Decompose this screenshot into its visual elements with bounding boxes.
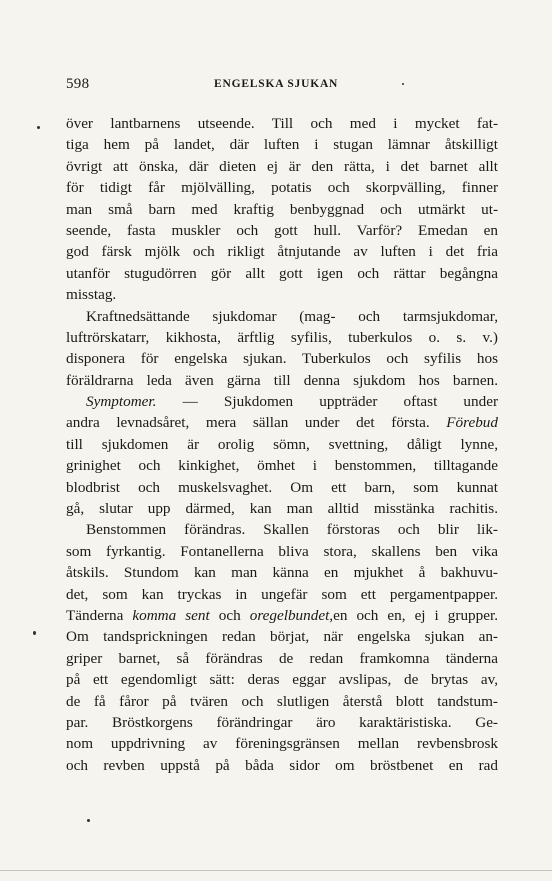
text-segment: en och en, ej i grupper.	[333, 606, 498, 624]
text-segment: det, som kan tryckas in ungefär som ett pergamentpapper.	[66, 585, 498, 603]
text-segment: andra levnadsåret, mera sällan under det första.	[66, 414, 447, 432]
italic-text: komma sent	[132, 606, 210, 624]
margin-speck	[402, 83, 404, 85]
text-line	[66, 134, 498, 155]
text-line	[66, 755, 498, 776]
page-edge	[0, 870, 552, 871]
italic-text: Symptomer.	[86, 393, 157, 411]
text-segment: Kraftnedsättande sjukdomar (mag- och tarmsjukdomar,	[86, 307, 498, 325]
body-text	[66, 113, 498, 776]
text-line	[66, 733, 498, 754]
margin-speck	[33, 631, 36, 635]
text-line	[66, 391, 498, 412]
text-line	[66, 220, 498, 241]
text-line	[66, 370, 498, 391]
text-line	[66, 477, 498, 498]
text-segment: tiga hem på landet, där luften i stugan lämnar åtskilligt	[66, 136, 498, 154]
text-segment: grinighet och kinkighet, ömhet i benstommen, tilltagande	[66, 457, 498, 475]
text-line	[66, 434, 498, 455]
text-line	[66, 584, 498, 605]
text-segment: nom uppdrivning av föreningsgränsen mellan revbensbrosk	[66, 735, 498, 753]
text-line	[66, 712, 498, 733]
text-line	[66, 605, 498, 626]
text-segment: griper barnet, så förändras de redan framkomna tänderna	[66, 649, 498, 667]
text-segment: seende, fasta muskler och gott hull. Varför? Emedan en	[66, 221, 498, 239]
text-segment: — Sjukdomen uppträder oftast under	[156, 393, 498, 411]
running-head	[66, 76, 498, 94]
text-line	[66, 626, 498, 647]
text-segment: de få fåror på tvären och slutligen återstå blott tandstum-	[66, 692, 498, 710]
text-segment: Om tandsprickningen redan börjat, när engelska sjukan an-	[66, 628, 498, 646]
text-segment: och revben uppstå på båda sidor om bröstbenet en rad	[66, 756, 498, 774]
text-segment: på ett egendomligt sätt: deras eggar avslipas, de brytas av,	[66, 671, 498, 689]
text-line	[66, 669, 498, 690]
text-segment: disponera för engelska sjukan. Tuberkulos och syfilis hos	[66, 350, 498, 368]
chapter-title: ENGELSKA SJUKAN	[214, 78, 339, 90]
text-line	[66, 241, 498, 262]
text-line	[66, 498, 498, 519]
text-line	[66, 156, 498, 177]
text-line	[66, 541, 498, 562]
margin-speck	[37, 126, 40, 129]
text-segment: föräldrarna leda även gärna till denna sjukdom hos barnen.	[66, 371, 498, 389]
text-segment: man små barn med kraftig benbyggnad och utmärkt ut-	[66, 200, 498, 218]
text-line	[66, 412, 498, 433]
text-segment: för tidigt får mjölvälling, potatis och skorpvälling, finner	[66, 179, 498, 197]
text-line	[66, 562, 498, 583]
text-line	[66, 691, 498, 712]
text-segment: över lantbarnens utseende. Till och med i mycket fat-	[66, 115, 498, 132]
text-line	[66, 284, 498, 305]
text-segment: par. Bröstkorgens förändringar äro karaktäristiska. Ge-	[66, 713, 498, 731]
text-line	[66, 113, 498, 134]
text-line	[66, 648, 498, 669]
text-segment: gå, slutar upp därmed, kan man alltid misstänka rachitis.	[66, 500, 498, 518]
text-line	[66, 177, 498, 198]
text-segment: utanför stugudörren gör allt gott igen och rättar begångna	[66, 264, 498, 282]
text-line	[66, 327, 498, 348]
text-segment: som fyrkantig. Fontanellerna bliva stora, skallens ben vika	[66, 542, 498, 560]
italic-text: oregelbundet,	[249, 606, 334, 624]
text-segment: Benstommen förändras. Skallen förstoras och blir lik-	[86, 521, 498, 539]
text-segment: luftrörskatarr, kikhosta, ärftlig syfilis, tuberkulos o. s. v.)	[66, 328, 498, 346]
text-line	[66, 348, 498, 369]
text-segment: blodbrist och muskelsvaghet. Om ett barn, som kunnat	[66, 478, 498, 496]
page-number: 598	[66, 76, 90, 92]
text-line	[66, 199, 498, 220]
text-segment: god färsk mjölk och rikligt åtnjutande av luften i det fria	[66, 243, 498, 261]
text-segment: misstag.	[66, 286, 117, 304]
text-line	[66, 455, 498, 476]
italic-text: Förebud	[446, 414, 498, 432]
margin-speck	[87, 819, 90, 822]
text-segment: och	[209, 606, 250, 624]
text-segment: Tänderna	[66, 606, 133, 624]
text-line	[66, 263, 498, 284]
text-line	[66, 306, 498, 327]
text-segment: åtskils. Stundom kan man känna en mjukhet å bakhuvu-	[66, 564, 498, 582]
text-line	[66, 519, 498, 540]
text-segment: övrigt att önska, där dieten ej är den rätta, i det barnet allt	[66, 157, 498, 175]
text-segment: till sjukdomen är orolig sömn, svettning, dåligt lynne,	[66, 435, 498, 453]
